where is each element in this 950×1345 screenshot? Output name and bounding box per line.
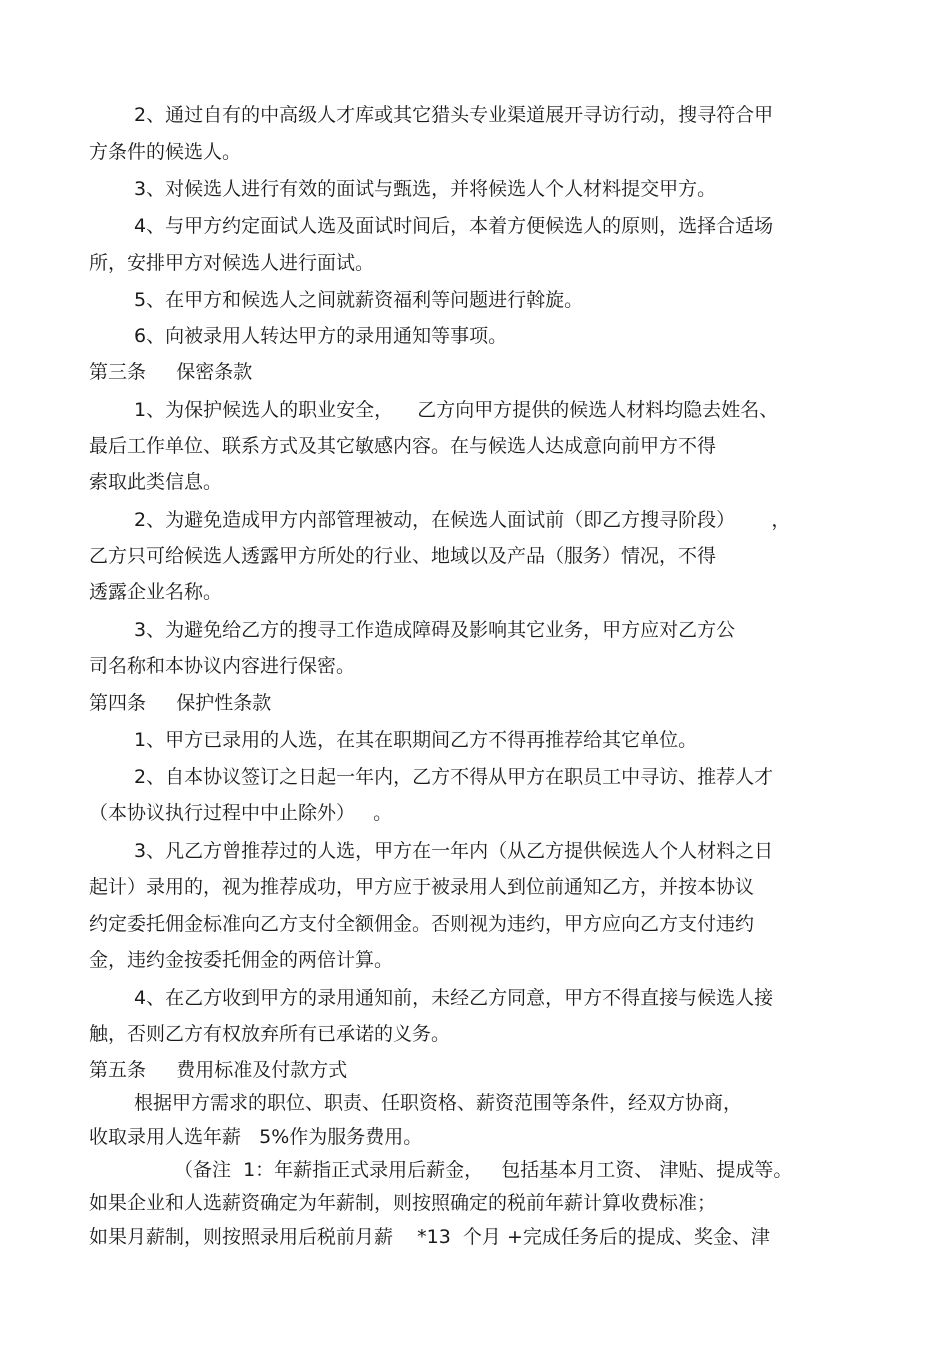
clause-4-item-3-line-4: 金，违约金按委托佣金的两倍计算。 [89,949,394,971]
clause-3-item-2-line-1: 2、为避免造成甲方内部管理被动，在候选人面试前（即乙方搜寻阶段） ， [134,509,791,531]
clause-4-item-3-line-3: 约定委托佣金标准向乙方支付全额佣金。否则视为违约，甲方应向乙方支付违约 [89,913,755,935]
clause-5-body-line-2: 收取录用人选年薪 5%作为服务费用。 [89,1126,423,1148]
clause-5-heading: 第五条 费用标准及付款方式 [89,1059,348,1081]
clause-2-item-4-line-1: 4、与甲方约定面试人选及面试时间后，本着方便候选人的原则，选择合适场 [134,215,774,237]
clause-3-heading: 第三条 保密条款 [89,361,253,383]
note-1-line-1: （备注 1：年薪指正式录用后薪金， 包括基本月工资、 津贴、提成等。 [174,1159,793,1181]
clause-3-item-2-line-3: 透露企业名称。 [89,581,223,603]
clause-3-item-3-line-2: 司名称和本协议内容进行保密。 [89,655,356,677]
clause-2-item-5: 5、在甲方和候选人之间就薪资福利等问题进行斡旋。 [134,289,584,311]
clause-2-item-2-line-1: 2、通过自有的中高级人才库或其它猎头专业渠道展开寻访行动，搜寻符合甲 [134,104,774,126]
clause-4-item-4-line-1: 4、在乙方收到甲方的录用通知前，未经乙方同意，甲方不得直接与候选人接 [134,987,774,1009]
clause-5-body-line-1: 根据甲方需求的职位、职责、任职资格、薪资范围等条件，经双方协商， [134,1092,743,1114]
clause-4-item-3-line-2: 起计）录用的，视为推荐成功，甲方应于被录用人到位前通知乙方，并按本协议 [89,876,755,898]
clause-2-item-3: 3、对候选人进行有效的面试与甄选，并将候选人个人材料提交甲方。 [134,178,717,200]
clause-4-item-2-line-1: 2、自本协议签订之日起一年内，乙方不得从甲方在职员工中寻访、推荐人才 [134,766,774,788]
clause-2-item-2-line-2: 方条件的候选人。 [89,141,242,163]
clause-3-item-1-line-1: 1、为保护候选人的职业安全， 乙方向甲方提供的候选人材料均隐去姓名、 [134,399,779,421]
note-1-line-2: 如果企业和人选薪资确定为年薪制，则按照确定的税前年薪计算收费标准； [89,1192,717,1214]
clause-3-item-1-line-2: 最后工作单位、联系方式及其它敏感内容。在与候选人达成意向前甲方不得 [89,435,717,457]
clause-3-item-2-line-2: 乙方只可给候选人透露甲方所处的行业、地域以及产品（服务）情况，不得 [89,545,717,567]
clause-2-item-4-line-2: 所，安排甲方对候选人进行面试。 [89,252,375,274]
clause-4-item-1: 1、甲方已录用的人选，在其在职期间乙方不得再推荐给其它单位。 [134,729,698,751]
clause-4-item-3-line-1: 3、凡乙方曾推荐过的人选，甲方在一年内（从乙方提供候选人个人材料之日 [134,840,774,862]
note-1-line-3: 如果月薪制，则按照录用后税前月薪 *13 个月 +完成任务后的提成、奖金、津 [89,1226,770,1248]
clause-3-item-1-line-3: 索取此类信息。 [89,471,223,493]
clause-4-item-2-line-2: （本协议执行过程中中止除外） 。 [89,802,393,824]
clause-2-item-6: 6、向被录用人转达甲方的录用通知等事项。 [134,325,508,347]
clause-4-item-4-line-2: 触，否则乙方有权放弃所有已承诺的义务。 [89,1023,451,1045]
clause-3-item-3-line-1: 3、为避免给乙方的搜寻工作造成障碍及影响其它业务，甲方应对乙方公 [134,619,736,641]
clause-4-heading: 第四条 保护性条款 [89,692,272,714]
